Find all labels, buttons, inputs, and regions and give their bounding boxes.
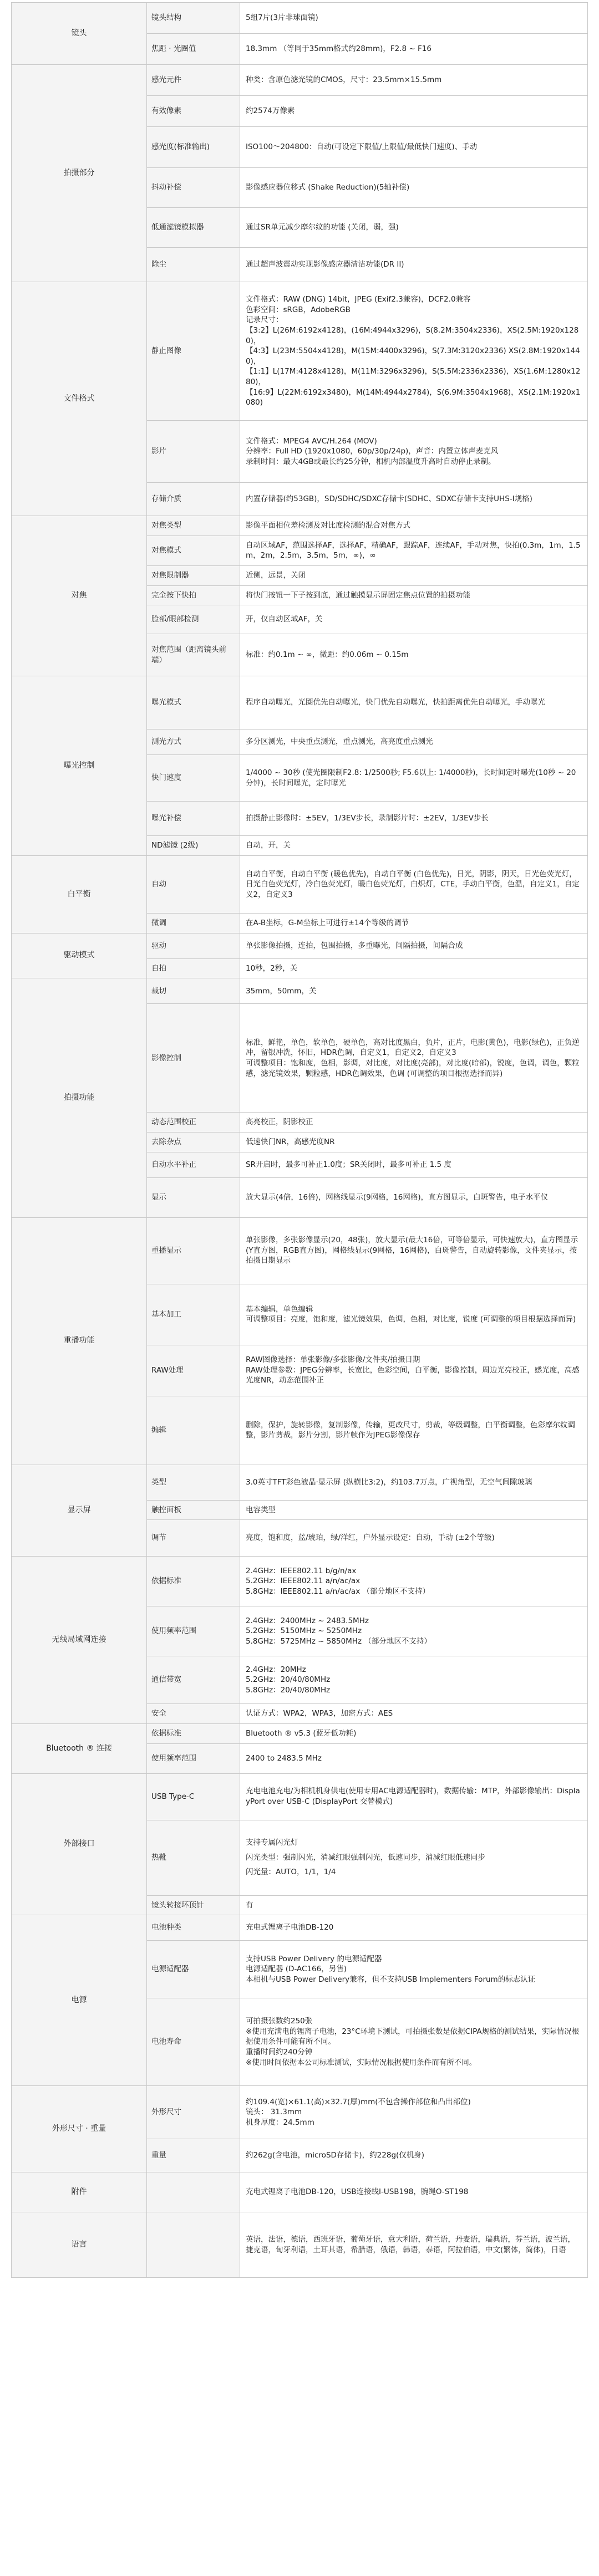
item-value: 35mm，50mm，关 — [240, 978, 588, 1004]
item-name: 脸部/眼部检测 — [147, 605, 240, 634]
item-value: 影像感应器位移式 (Shake Reduction)(5轴补偿) — [240, 168, 588, 208]
item-value: 英语，法语，德语，西班牙语，葡萄牙语，意大利语，荷兰语，丹麦语，瑞典语，芬兰语，波兰语，捷克语，匈牙利语，土耳其语，希腊语，俄语，韩语，泰语，阿拉伯语，中文(繁体，简体)，日语 — [240, 2212, 588, 2278]
item-value: Bluetooth ® v5.3 (蓝牙低功耗) — [240, 1723, 588, 1743]
item-value: 在A-B坐标，G-M坐标上可进行±14个等级的调节 — [240, 914, 588, 934]
item-name: 对焦限制器 — [147, 565, 240, 585]
item-value: 单张影像拍摄，连拍，包围拍摄，多重曝光，间隔拍摄，间隔合成 — [240, 933, 588, 958]
item-name: 触控面板 — [147, 1500, 240, 1520]
table-row — [12, 1557, 588, 1606]
item-name: 静止图像 — [147, 282, 240, 421]
item-name: 快门速度 — [147, 755, 240, 802]
item-name: 安全 — [147, 1704, 240, 1724]
item-name: 自拍 — [147, 958, 240, 978]
item-name: 抖动补偿 — [147, 168, 240, 208]
item-name: 微调 — [147, 914, 240, 934]
category-cell: 电源 — [12, 1915, 147, 2086]
table-row — [12, 1723, 588, 1743]
item-name — [147, 2212, 240, 2278]
item-value: 可拍摄张数约250张 ※使用充满电的锂离子电池，23°C环境下测试，可拍摄张数是依据CIPA规格的测试结果，实际情况根据使用条件可能有所不同。 重播时间约240分钟 ※使用时间依据本公司标准测试，实际情况根据使用条件而有所不同。 — [240, 1998, 588, 2086]
table-row — [12, 2212, 588, 2278]
item-name: 外形尺寸 — [147, 2086, 240, 2139]
item-name: 裁切 — [147, 978, 240, 1004]
category-cell: 镜头 — [12, 3, 147, 65]
spec-table — [11, 2, 588, 2278]
item-name: RAW处理 — [147, 1345, 240, 1396]
item-name: 电源适配器 — [147, 1941, 240, 1998]
item-name — [147, 2172, 240, 2212]
table-row — [12, 933, 588, 958]
item-value: 约262g(含电池，microSD存储卡)，约228g(仅机身) — [240, 2139, 588, 2172]
table-row — [12, 978, 588, 1004]
item-name: 镜头转接环顶针 — [147, 1895, 240, 1915]
item-name: 镜头结构 — [147, 3, 240, 34]
category-cell: 文件格式 — [12, 282, 147, 516]
item-value: 2.4GHz：20MHz 5.2GHz：20/40/80MHz 5.8GHz：20/40/80MHz — [240, 1656, 588, 1704]
table-row — [12, 1915, 588, 1941]
item-value: 高亮校正，阴影校正 — [240, 1113, 588, 1133]
item-value: 亮度，饱和度，蓝/琥珀，绿/洋红，户外显示设定：自动，手动 (±2个等级) — [240, 1520, 588, 1557]
item-value: 基本编辑，单色编辑 可调整项目：亮度，饱和度，滤光镜效果，色调，色相，对比度，锐度 (可调整的项目根据选择而异) — [240, 1284, 588, 1345]
item-value: 文件格式：MPEG4 AVC/H.264 (MOV) 分辨率：Full HD (1920x1080，60p/30p/24p)，声音：内置立体声麦克风 录制时间：最大4GB或最长约25分钟，相机内部温度升高时自动停止录制。 — [240, 421, 588, 483]
item-name: 热靴 — [147, 1820, 240, 1895]
item-value: 3.0英寸TFT彩色液晶·显示屏 (纵横比3:2)，约103.7万点，广视角型，无空气间隙玻璃 — [240, 1465, 588, 1500]
item-value: 自动白平衡，自动白平衡 (暖色优先)，自动白平衡 (白色优先)，日光，阴影，阴天，日光色荧光灯，日光白色荧光灯，冷白色荧光灯，暖白色荧光灯，白炽灯，CTE，手动白平衡，色温，自定义1，自定义2，自定义3 — [240, 856, 588, 914]
item-name: 重量 — [147, 2139, 240, 2172]
item-name: 影像控制 — [147, 1004, 240, 1113]
item-value: 影像平面相位差检测及对比度检测的混合对焦方式 — [240, 516, 588, 536]
category-cell: 显示屏 — [12, 1465, 147, 1557]
item-value: 电容类型 — [240, 1500, 588, 1520]
item-name: 对焦类型 — [147, 516, 240, 536]
table-row — [12, 282, 588, 421]
item-name: 感光元件 — [147, 65, 240, 96]
item-name: 有效像素 — [147, 96, 240, 127]
item-value: 将快门按钮一下子按到底，通过触摸显示屏固定焦点位置的拍摄功能 — [240, 585, 588, 605]
item-name: 感光度(标准输出) — [147, 127, 240, 168]
table-row — [12, 856, 588, 914]
category-cell: 附件 — [12, 2172, 147, 2212]
item-value: 拍摄静止影像时：±5EV，1/3EV步长，录制影片时：±2EV，1/3EV步长 — [240, 802, 588, 836]
item-value: 10秒，2秒，关 — [240, 958, 588, 978]
item-name: 影片 — [147, 421, 240, 483]
item-value: RAW图像选择：单张影像/多张影像/文件夹/拍摄日期 RAW处理参数：JPEG分辨率，长宽比，色彩空间，白平衡，影像控制，周边光亮校正，感光度，高感光度NR，动态范围补正 — [240, 1345, 588, 1396]
item-value: 自动，开，关 — [240, 836, 588, 856]
item-value: 标准：约0.1m ~ ∞，微距：约0.06m ~ 0.15m — [240, 634, 588, 676]
category-cell: 拍摄部分 — [12, 65, 147, 282]
item-value: 约109.4(宽)×61.1(高)×32.7(厚)mm(不包含操作部位和凸出部位) 镜头： 31.3mm 机身厚度：24.5mm — [240, 2086, 588, 2139]
item-name: 显示 — [147, 1177, 240, 1217]
item-value: 通过SR单元减少摩尔纹的功能 (关闭，弱，强) — [240, 208, 588, 248]
category-cell: 外部接口 — [12, 1773, 147, 1915]
item-name: ND滤镜 (2级) — [147, 836, 240, 856]
item-value: 认证方式：WPA2，WPA3，加密方式：AES — [240, 1704, 588, 1724]
item-value: 低速快门NR，高感光度NR — [240, 1133, 588, 1152]
category-cell: Bluetooth ® 连接 — [12, 1723, 147, 1773]
item-value: 近侧，远景，关闭 — [240, 565, 588, 585]
item-value: 标准，鲜艳，单色，软单色，硬单色，高对比度黑白，负片，正片，电影(黄色)，电影(绿色)，正负逆冲，留银冲洗，怀旧，HDR色调，自定义1，自定义2，自定义3 可调整项目：饱和度，色相，影调，对比度，对比度(亮部)，对比度(暗部)，锐度，色调，调色，颗粒感，滤光镜效果，颗粒感，HDR色调效果，色调 (可调整的项目根据选择而异) — [240, 1004, 588, 1113]
item-value: 1/4000 ~ 30秒 (使光圈限制F2.8: 1/2500秒; F5.6以上: 1/4000秒)，长时间定时曝光(10秒 ~ 20分钟)，长时间曝光，定时曝光 — [240, 755, 588, 802]
item-name: 曝光模式 — [147, 676, 240, 730]
item-value: 约2574万像素 — [240, 96, 588, 127]
table-row — [12, 3, 588, 34]
item-name: 电池种类 — [147, 1915, 240, 1941]
item-value: 内置存储器(约53GB)，SD/SDHC/SDXC存储卡(SDHC、SDXC存储卡支持UHS-I规格) — [240, 483, 588, 516]
table-row — [12, 1217, 588, 1284]
item-value: 单张影像，多张影像显示(20，48张)，放大显示(最大16倍，可等倍显示，可快速放大)，直方图显示(Y直方图，RGB直方图)，网格线显示(9网格，16网格)，白斑警告，自动旋转影像，文件夹显示，按拍摄日期显示 — [240, 1217, 588, 1284]
item-value: 2.4GHz：2400MHz ~ 2483.5MHz 5.2GHz：5150MHz ~ 5250MHz 5.8GHz：5725MHz ~ 5850MHz （部分地区不支持） — [240, 1606, 588, 1656]
item-name: 自动水平补正 — [147, 1152, 240, 1177]
item-name: 动态范围校正 — [147, 1113, 240, 1133]
item-name: 曝光补偿 — [147, 802, 240, 836]
category-cell: 语言 — [12, 2212, 147, 2278]
item-name: 对焦模式 — [147, 535, 240, 565]
item-value: 2400 to 2483.5 MHz — [240, 1743, 588, 1773]
item-value: ISO100～204800：自动(可设定下限值/上限值/最低快门速度)、手动 — [240, 127, 588, 168]
item-name: 依据标准 — [147, 1723, 240, 1743]
item-name: 调节 — [147, 1520, 240, 1557]
table-row — [12, 1773, 588, 1820]
item-name: 通信带宽 — [147, 1656, 240, 1704]
item-value: 多分区测光，中央重点测光，重点测光，高亮度重点测光 — [240, 730, 588, 755]
item-name: 焦距 · 光圈值 — [147, 34, 240, 65]
category-cell: 驱动模式 — [12, 933, 147, 978]
item-name: 使用频率范围 — [147, 1606, 240, 1656]
item-name: 低通滤镜模拟器 — [147, 208, 240, 248]
item-name: 存储介质 — [147, 483, 240, 516]
item-value: 5组7片(3片非球面镜) — [240, 3, 588, 34]
item-value: 开，仅自动区域AF，关 — [240, 605, 588, 634]
item-name: 基本加工 — [147, 1284, 240, 1345]
item-name: 电池寿命 — [147, 1998, 240, 2086]
item-value: 充电式锂离子电池DB-120 — [240, 1915, 588, 1941]
table-row — [12, 2086, 588, 2139]
item-value: 文件格式：RAW (DNG) 14bit，JPEG (Exif2.3兼容)，DCF2.0兼容 色彩空间：sRGB，AdobeRGB 记录尺寸： 【3:2】L(26M:6192x4128)，(16M:4944x3296)，S(8.2M:3504x2336)，XS(2.5M:1920x1280)， 【4:3】L(23M:5504x4128)，M(15M:4400x3296)，S(7.3M:3120x2336) XS(2.8M:1920x1440)， 【1:1】L(17M:4128x4128)，M(11M:3296x3296)，S(5.5M:2336x2336)，XS(1.6M:1280x1280)， 【16:9】L(22M:6192x3480)，M(14M:4944x2784)，S(6.9M:3504x1968)，XS(2.1M:1920x1080) — [240, 282, 588, 421]
item-name: 自动 — [147, 856, 240, 914]
table-row — [12, 2172, 588, 2212]
item-name: 驱动 — [147, 933, 240, 958]
item-name: 依据标准 — [147, 1557, 240, 1606]
item-name: 完全按下快拍 — [147, 585, 240, 605]
item-name: 去除杂点 — [147, 1133, 240, 1152]
table-row — [12, 676, 588, 730]
category-cell: 曝光控制 — [12, 676, 147, 856]
table-row — [12, 1465, 588, 1500]
item-value: 通过超声波震动实现影像感应器清洁功能(DR II) — [240, 248, 588, 282]
item-value: 程序自动曝光，光圈优先自动曝光，快门优先自动曝光，快拍距离优先自动曝光，手动曝光 — [240, 676, 588, 730]
category-cell: 重播功能 — [12, 1217, 147, 1465]
item-value: 18.3mm （等同于35mm格式约28mm)，F2.8 ~ F16 — [240, 34, 588, 65]
item-value: 删除，保护，旋转影像，复制影像，传输，更改尺寸，剪裁，等级调整，白平衡调整，色彩摩尔纹调整，影片剪裁，影片分割，影片帧作为JPEG影像保存 — [240, 1396, 588, 1465]
table-row — [12, 516, 588, 536]
item-name: 除尘 — [147, 248, 240, 282]
item-name: 编辑 — [147, 1396, 240, 1465]
category-cell: 无线局域网连接 — [12, 1557, 147, 1724]
item-value: 有 — [240, 1895, 588, 1915]
item-value: 充电电池充电/为相机机身供电(使用专用AC电源适配器时)，数据传输：MTP，外部影像输出：DisplayPort over USB-C (DisplayPort 交替模式) — [240, 1773, 588, 1820]
item-name: 对焦范围（距离镜头前端） — [147, 634, 240, 676]
category-cell: 白平衡 — [12, 856, 147, 934]
item-name: 类型 — [147, 1465, 240, 1500]
item-value: 支持专属闪光灯 闪光类型：强制闪光，消减红眼强制闪光，低速同步，消减红眼低速同步 闪光量：AUTO，1/1，1/4 — [240, 1820, 588, 1895]
item-value: 放大显示(4倍，16倍)，网格线显示(9网格，16网格)，直方图显示，白斑警告，电子水平仪 — [240, 1177, 588, 1217]
item-name: 使用频率范围 — [147, 1743, 240, 1773]
table-row — [12, 65, 588, 96]
item-value: 种类：含原色滤光镜的CMOS，尺寸：23.5mm×15.5mm — [240, 65, 588, 96]
item-value: 2.4GHz：IEEE802.11 b/g/n/ax 5.2GHz：IEEE802.11 a/n/ac/ax 5.8GHz：IEEE802.11 a/n/ac/ax （部分地区不支持） — [240, 1557, 588, 1606]
item-name: 测光方式 — [147, 730, 240, 755]
item-value: 充电式锂离子电池DB-120，USB连接线I-USB198，腕绳O-ST198 — [240, 2172, 588, 2212]
item-value: 自动区域AF，范围选择AF，选择AF，精确AF，跟踪AF，连续AF，手动对焦，快拍(0.3m，1m，1.5m，2m，2.5m，3.5m，5m，∞)，∞ — [240, 535, 588, 565]
item-value: SR开启时，最多可补正1.0度；SR关闭时，最多可补正 1.5 度 — [240, 1152, 588, 1177]
category-cell: 对焦 — [12, 516, 147, 676]
item-name: USB Type-C — [147, 1773, 240, 1820]
category-cell: 拍摄功能 — [12, 978, 147, 1217]
item-name: 重播显示 — [147, 1217, 240, 1284]
category-cell: 外形尺寸 · 重量 — [12, 2086, 147, 2172]
item-value: 支持USB Power Delivery 的电源适配器 电源适配器 (D-AC166，另售) 本相机与USB Power Delivery兼容，但不支持USB Implementers Forum的标志认证 — [240, 1941, 588, 1998]
